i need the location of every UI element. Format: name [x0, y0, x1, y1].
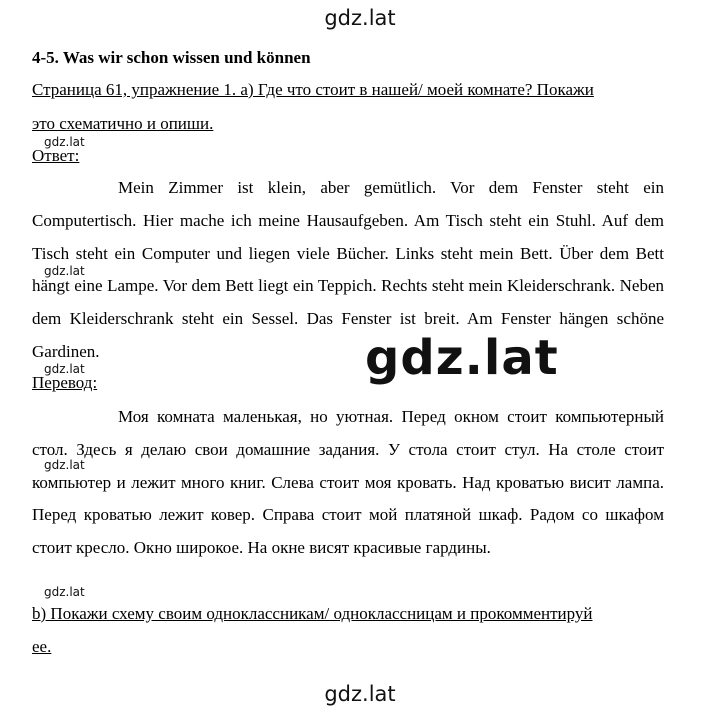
answer-paragraph: Mein Zimmer ist klein, aber gemütlich. Vor dem Fenster steht ein Computertisch. Hier mache ich meine Hausaufgeben. Am Tisch steht ein Stuhl. Auf dem Tisch steht ein Computer und liegen viele Bücher. Links steht mein Bett. Über dem Bett hängt eine Lampe. Vor dem Bett liegt ein Teppich. Rechts steht mein Kleiderschrank. Neben dem Kleiderschrank steht ein Sessel. Das Fenster ist breit. Am Fenster hängen schöne Gardinen. [32, 178, 664, 361]
watermark-top: gdz.lat [324, 6, 396, 30]
watermark-center: gdz.lat [365, 330, 559, 386]
translation-paragraph: Моя комната маленькая, но уютная. Перед окном стоит компьютерный стол. Здесь я делаю свои домашние задания. У стола стоит стул. На столе стоит компьютер и лежит много книг. Слева стоит моя кровать. Над кроватью висит лампа. Перед кроватью лежит ковер. Справа стоит мой платяной шкаф. Радом со шкафом стоит кресло. Окно широкое. На окне висят красивые гардины. [32, 407, 664, 558]
watermark-bottom: gdz.lat [324, 682, 396, 706]
task-b-line1: b) Покажи схему своим одноклассникам/ одноклассницам и прокомментируй [32, 604, 593, 623]
answer-label: Ответ: [32, 146, 80, 165]
section-heading: 4-5. Was wir schon wissen und können [32, 48, 311, 67]
task-b-line2: ее. [32, 637, 52, 656]
watermark-small-4: gdz.lat [44, 458, 85, 472]
watermark-small-2: gdz.lat [44, 264, 85, 278]
watermark-small-3: gdz.lat [44, 362, 85, 376]
task-a-line1: Страница 61, упражнение 1. а) Где что стоит в нашей/ моей комнате? Покажи [32, 80, 594, 99]
watermark-small-5: gdz.lat [44, 585, 85, 599]
watermark-small-1: gdz.lat [44, 135, 85, 149]
task-a-line2: это схематично и опиши. [32, 114, 214, 133]
translation-label: Перевод: [32, 373, 98, 392]
